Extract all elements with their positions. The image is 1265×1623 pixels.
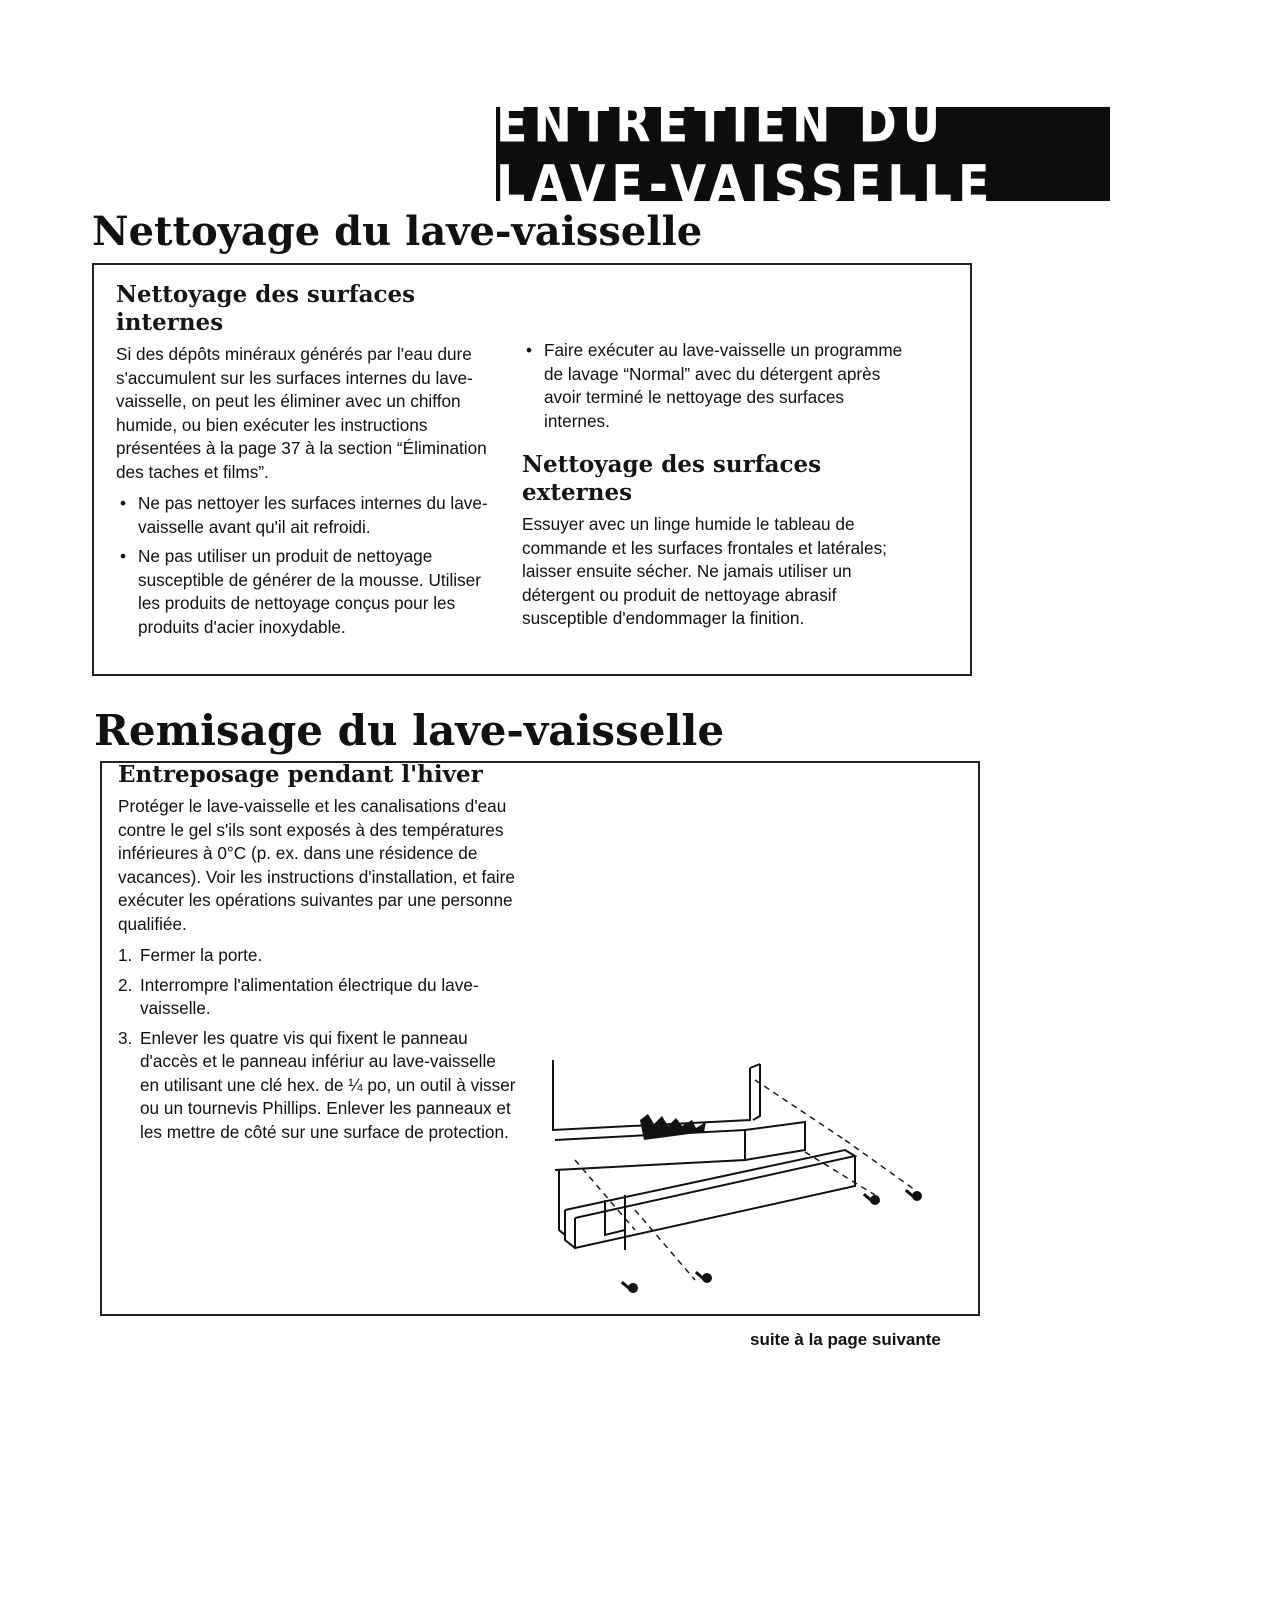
cleaning-section-title: Nettoyage du lave-vaisselle bbox=[92, 208, 703, 255]
cleaning-box bbox=[92, 263, 972, 676]
storage-section-title: Remisage du lave-vaisselle bbox=[94, 706, 725, 755]
bullet-item: • Ne pas utiliser un produit de nettoyage susceptible de générer de la mousse. Utiliser les produits de nettoyage conçus pour les produits d'acier inoxydable. bbox=[116, 545, 506, 639]
step-item: 1. Fermer la porte. bbox=[118, 945, 263, 965]
cleaning-right-column bbox=[522, 339, 912, 631]
bullet-item: • Faire exécuter au lave-vaisselle un programme de lavage “Normal” avec du détergent après avoir terminé le nettoyage des surfaces internes. bbox=[522, 339, 912, 433]
chapter-banner: ENTRETIEN DU LAVE-VAISSELLE bbox=[496, 107, 1110, 201]
winter-storage-intro: Protéger le lave-vaisselle et les canalisations d'eau contre le gel s'ils sont exposés à des températures inférieures à 0°C (p. ex. dans une résidence de vacances). Voir les instructions d'installation, et faire exécuter les opérations suivantes par une personne qualifiée. bbox=[118, 796, 515, 934]
internal-surfaces-heading: Nettoyage des surfaces internes bbox=[116, 281, 416, 336]
panel-removal-illustration bbox=[545, 1060, 965, 1300]
internal-surfaces-bullets-cont bbox=[522, 339, 912, 433]
internal-surfaces-intro: Si des dépôts minéraux générés par l'eau dure s'accumulent sur les surfaces internes du lave-vaisselle, on peut les éliminer avec un chiffon humide, ou bien exécuter les instructions présentées à la page 37 à la section “Élimination des taches et films”. bbox=[116, 344, 487, 482]
external-surfaces-text: Essuyer avec un linge humide le tableau de commande et les surfaces frontales et latérales; laisser ensuite sécher. Ne jamais utiliser un détergent ou produit de nettoyage abrasif susceptible d'endommager la finition. bbox=[522, 514, 887, 628]
internal-surfaces-bullets bbox=[116, 492, 506, 639]
winter-storage-steps bbox=[118, 944, 518, 1144]
step-item: 2. Interrompre l'alimentation électrique du lave-vaisselle. bbox=[118, 974, 479, 1018]
step-item: 3. Enlever les quatre vis qui fixent le panneau d'accès et le panneau infériur au lave-vaisselle en utilisant une clé hex. de ¼ po, un outil à visser ou un tournevis Phillips. Enlever les panneaux et les mettre de côté sur une surface de protection. bbox=[118, 1027, 516, 1142]
storage-left-column bbox=[118, 763, 518, 1150]
winter-storage-heading: Entreposage pendant l'hiver bbox=[118, 761, 483, 788]
cleaning-left-column bbox=[116, 281, 506, 645]
continued-note: suite à la page suivante bbox=[750, 1330, 941, 1349]
external-surfaces-heading: Nettoyage des surfaces externes bbox=[522, 451, 822, 506]
bullet-item: • Ne pas nettoyer les surfaces internes du lave-vaisselle avant qu'il ait refroidi. bbox=[116, 492, 506, 539]
